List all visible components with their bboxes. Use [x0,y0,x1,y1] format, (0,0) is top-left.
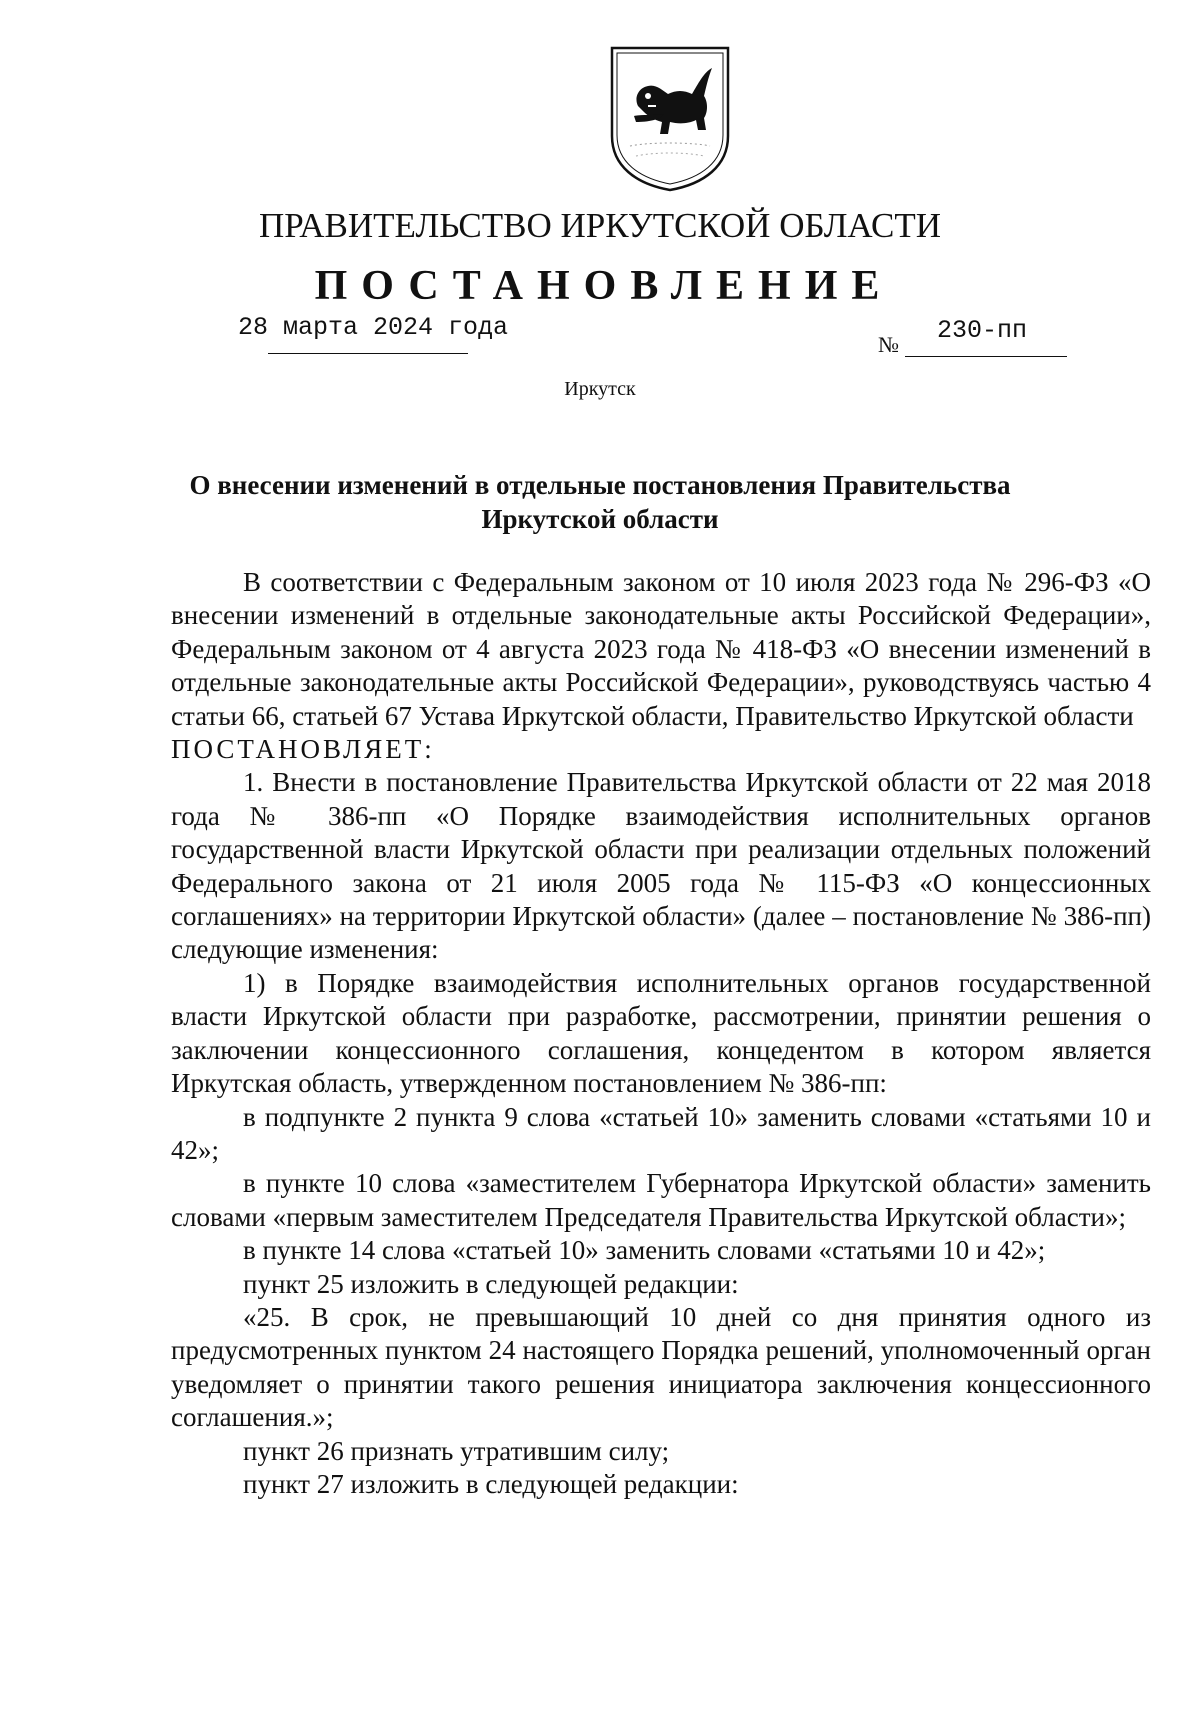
number-sign: № [878,332,899,357]
irkutsk-coat-of-arms-icon [608,44,732,192]
paragraph-amendment: пункт 26 признать утратившим силу; [243,1435,670,1466]
city: Иркутск [564,378,636,400]
paragraph-amendment: пункт 25 изложить в следующей редакции: [243,1268,739,1299]
paragraph-amendment: в пункте 14 слова «статьей 10» заменить словами «статьями 10 и 42»; [243,1235,1046,1266]
paragraph-subitem-1: 1) в Порядке взаимодействия исполнительных органов государственной власти Иркутской области при разработке, рассмотрении, принятии решения о заключении концессионного соглашения, концедентом в котором является Иркутская область, утвержденном постановлением № 386-пп: [171,967,1151,1099]
paragraph-amendment: в подпункте 2 пункта 9 слова «статьей 10» заменить словами «статьями 10 и 42»; [171,1101,1151,1165]
preamble-paragraph: В соответствии с Федеральным законом от 10 июля 2023 года № 296-ФЗ «О внесении изменений в отдельные законодательные акты Российской Федерации», Федеральным законом от 4 августа 2023 года № 418-ФЗ «О внесении изменений в отдельные законодательные акты Российской Федерации», руководствуясь частью 4 статьи 66, статьей 67 Устава Иркутской области, Правительство Иркутской области [171,567,1151,731]
document-body [171,566,1151,1501]
resolves-line: ПОСТАНОВЛЯЕТ: [171,734,435,765]
document-date: 28 марта 2024 года [238,313,509,342]
paragraph-quote: «25. В срок, не превышающий 10 дней со дня принятия одного из предусмотренных пунктом 24 настоящего Порядка решений, уполномоченный орган уведомляет о принятии такого решения инициатора заключения концессионного соглашения.»; [171,1301,1151,1433]
document-type: ПОСТАНОВЛЕНИЕ [314,263,894,309]
document-number: 230-пп [937,316,1028,345]
document-title: О внесении изменений в отдельные постановления Правительства Иркутской области [189,470,1011,534]
paragraph-amendment: пункт 27 изложить в следующей редакции: [243,1468,739,1499]
date-underline [268,353,468,354]
paragraph-item-1: 1. Внести в постановление Правительства Иркутской области от 22 мая 2018 года № 386-пп «О Порядке взаимодействия исполнительных органов государственной власти Иркутской области при реализации отдельных положений Федерального закона от 21 июля 2005 года № 115-ФЗ «О концессионных соглашениях» на территории Иркутской области» (далее – постановление № 386-пп) следующие изменения: [171,767,1151,965]
number-underline [905,356,1067,357]
organization-name: ПРАВИТЕЛЬСТВО ИРКУТСКОЙ ОБЛАСТИ [259,206,941,245]
paragraph-amendment: в пункте 10 слова «заместителем Губернатора Иркутской области» заменить словами «первым заместителем Председателя Правительства Иркутской области»; [171,1168,1151,1232]
